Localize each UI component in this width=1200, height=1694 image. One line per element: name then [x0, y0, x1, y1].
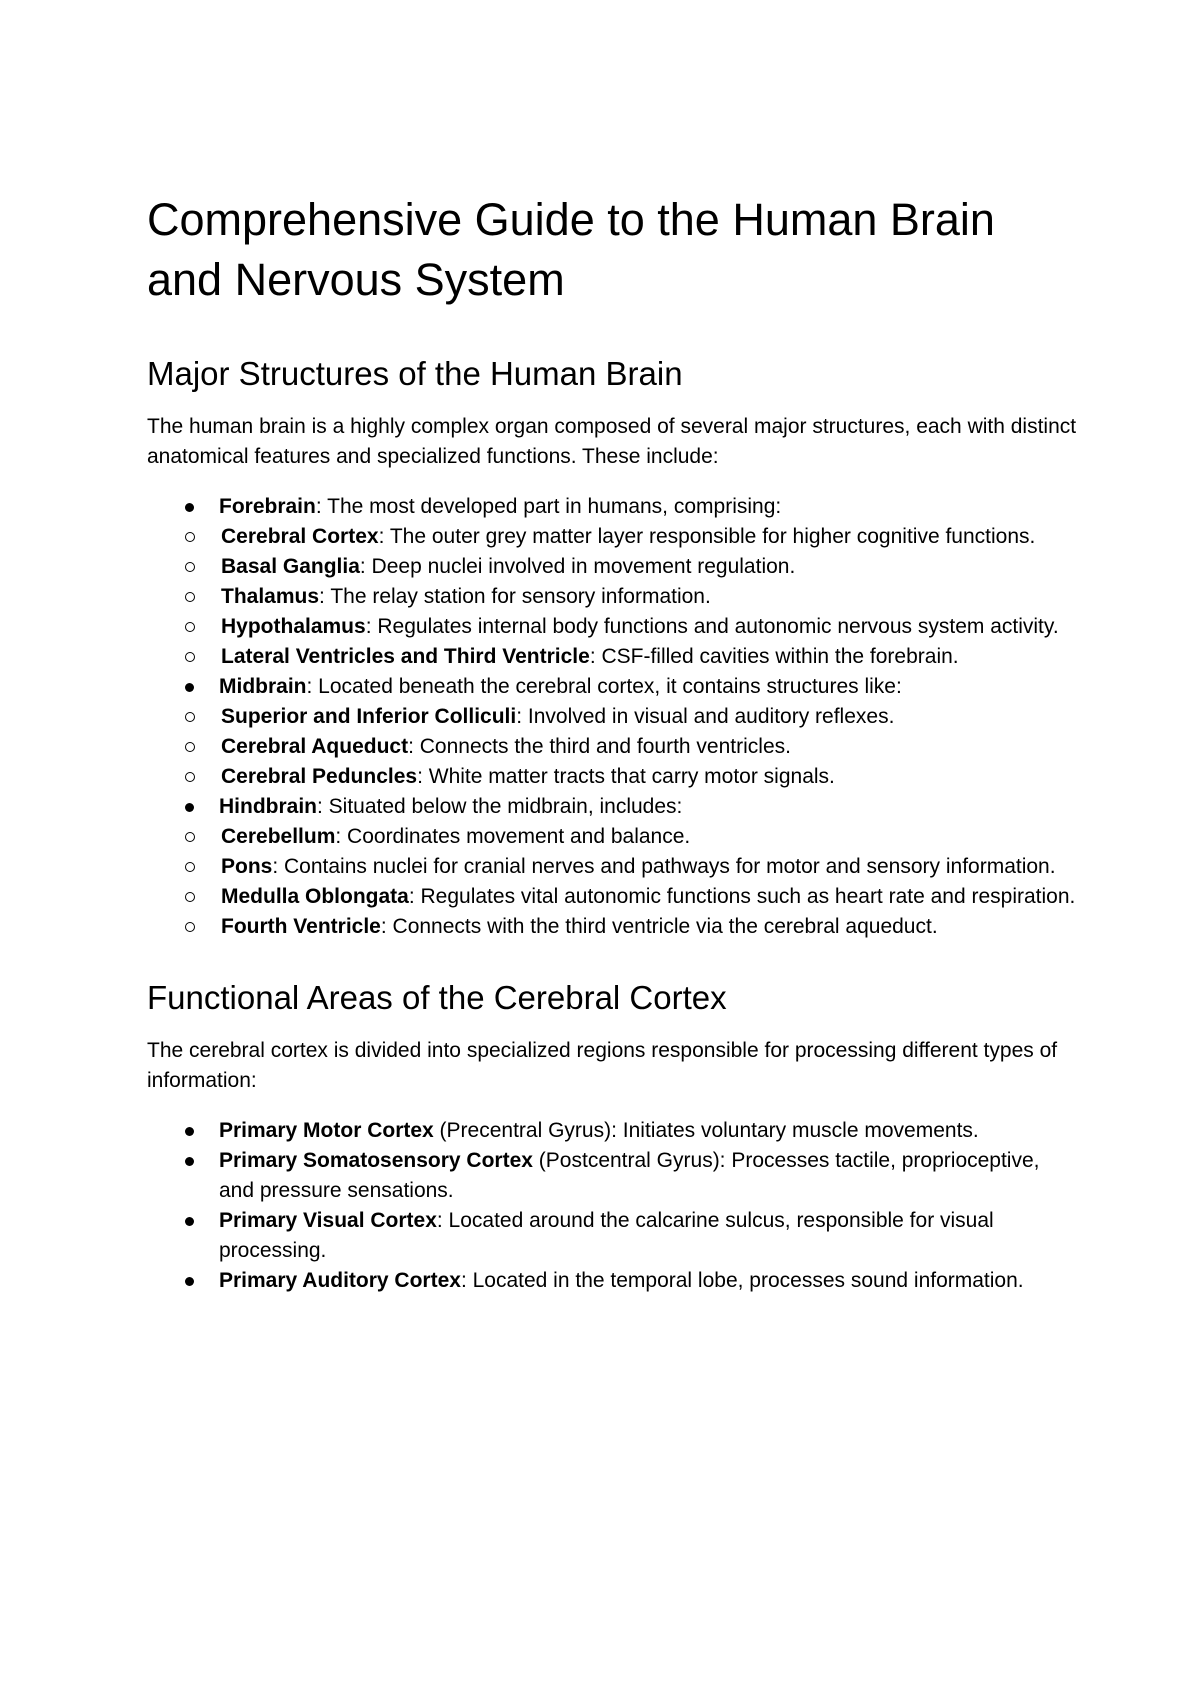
hollow-bullet-icon	[185, 892, 195, 902]
term-label: Hypothalamus	[221, 615, 366, 638]
term-label: Cerebral Peduncles	[221, 765, 418, 788]
hollow-bullet-icon	[185, 532, 195, 542]
hollow-bullet-icon	[185, 742, 195, 752]
hollow-bullet-icon	[185, 832, 195, 842]
sub-list-item	[147, 582, 1077, 612]
sub-list-item	[147, 642, 1077, 672]
hollow-bullet-icon	[185, 712, 195, 722]
term-description: : Contains nuclei for cranial nerves and pathways for motor and sensory information.	[272, 855, 1056, 878]
term-label: Primary Visual Cortex	[219, 1209, 437, 1232]
term-label: Medulla Oblongata	[221, 885, 409, 908]
hollow-bullet-icon	[185, 652, 195, 662]
term-description: : Coordinates movement and balance.	[335, 825, 691, 848]
list-item-cortex-area	[147, 1206, 1077, 1266]
term-description: : Regulates internal body functions and autonomic nervous system activity.	[365, 615, 1059, 638]
document-page	[147, 190, 1077, 1296]
term-description: : Located around the calcarine sulcus, responsible for visual processing.	[219, 1209, 994, 1262]
term-description: : White matter tracts that carry motor signals.	[417, 765, 835, 788]
section-heading-major-structures: Major Structures of the Human Brain	[147, 355, 683, 392]
hollow-bullet-icon	[185, 622, 195, 632]
list-item-hindbrain	[147, 792, 1077, 822]
brain-structures-list	[147, 492, 1077, 942]
term-description: : Connects with the third ventricle via the cerebral aqueduct.	[380, 915, 938, 938]
sub-list-item	[147, 732, 1077, 762]
term-label: Midbrain	[219, 675, 307, 698]
term-description: : Deep nuclei involved in movement regulation.	[359, 555, 796, 578]
term-description: : The outer grey matter layer responsible for higher cognitive functions.	[378, 525, 1036, 548]
term-label: Basal Ganglia	[221, 555, 360, 578]
term-description: : CSF-filled cavities within the forebrain.	[589, 645, 959, 668]
cortex-areas-list	[147, 1116, 1077, 1296]
hollow-bullet-icon	[185, 772, 195, 782]
sub-list-item	[147, 882, 1077, 912]
list-item-cortex-area	[147, 1116, 1077, 1146]
filled-bullet-icon	[185, 1217, 194, 1226]
hollow-bullet-icon	[185, 592, 195, 602]
term-label: Cerebral Aqueduct	[221, 735, 409, 758]
section-intro-major-structures: The human brain is a highly complex organ composed of several major structures, each with distinct anatomical features and specialized functions. These include:	[147, 415, 1077, 468]
filled-bullet-icon	[185, 803, 194, 812]
list-item-cortex-area	[147, 1146, 1077, 1206]
term-description: : Regulates vital autonomic functions such as heart rate and respiration.	[408, 885, 1076, 908]
term-label: Primary Auditory Cortex	[219, 1269, 461, 1292]
term-description: : Located in the temporal lobe, processes sound information.	[460, 1269, 1024, 1292]
term-label: Fourth Ventricle	[221, 915, 381, 938]
hollow-bullet-icon	[185, 562, 195, 572]
sub-list-item	[147, 552, 1077, 582]
list-item-forebrain	[147, 492, 1077, 522]
filled-bullet-icon	[185, 1127, 194, 1136]
term-description: : Situated below the midbrain, includes:	[317, 795, 683, 818]
list-item-midbrain	[147, 672, 1077, 702]
list-item-cortex-area	[147, 1266, 1077, 1296]
term-label: Pons	[221, 855, 273, 878]
sub-list-item	[147, 912, 1077, 942]
term-label: Superior and Inferior Colliculi	[221, 705, 517, 728]
term-description: : Connects the third and fourth ventricles.	[408, 735, 791, 758]
sub-list-item	[147, 822, 1077, 852]
term-label: Primary Motor Cortex	[219, 1119, 434, 1142]
term-description: : The relay station for sensory information.	[319, 585, 711, 608]
term-label: Thalamus	[221, 585, 320, 608]
section-intro-functional-areas: The cerebral cortex is divided into specialized regions responsible for processing different types of information:	[147, 1039, 1058, 1092]
sub-list-item	[147, 522, 1077, 552]
term-label: Lateral Ventricles and Third Ventricle	[221, 645, 590, 668]
section-heading-functional-areas: Functional Areas of the Cerebral Cortex	[147, 979, 727, 1016]
filled-bullet-icon	[185, 503, 194, 512]
term-description: : Involved in visual and auditory reflexes.	[516, 705, 895, 728]
hollow-bullet-icon	[185, 862, 195, 872]
sub-list-item	[147, 762, 1077, 792]
term-description: (Postcentral Gyrus): Processes tactile, proprioceptive, and pressure sensations.	[219, 1149, 1040, 1202]
term-description: : Located beneath the cerebral cortex, it contains structures like:	[306, 675, 902, 698]
hollow-bullet-icon	[185, 922, 195, 932]
term-label: Cerebellum	[221, 825, 336, 848]
term-label: Cerebral Cortex	[221, 525, 379, 548]
term-label: Forebrain	[219, 495, 316, 518]
filled-bullet-icon	[185, 1157, 194, 1166]
document-title: Comprehensive Guide to the Human Brain and Nervous System	[147, 194, 995, 305]
term-description: (Precentral Gyrus): Initiates voluntary muscle movements.	[433, 1119, 979, 1142]
term-label: Hindbrain	[219, 795, 317, 818]
filled-bullet-icon	[185, 1277, 194, 1286]
filled-bullet-icon	[185, 683, 194, 692]
term-description: : The most developed part in humans, comprising:	[315, 495, 782, 518]
term-label: Primary Somatosensory Cortex	[219, 1149, 533, 1172]
sub-list-item	[147, 702, 1077, 732]
sub-list-item	[147, 612, 1077, 642]
sub-list-item	[147, 852, 1077, 882]
